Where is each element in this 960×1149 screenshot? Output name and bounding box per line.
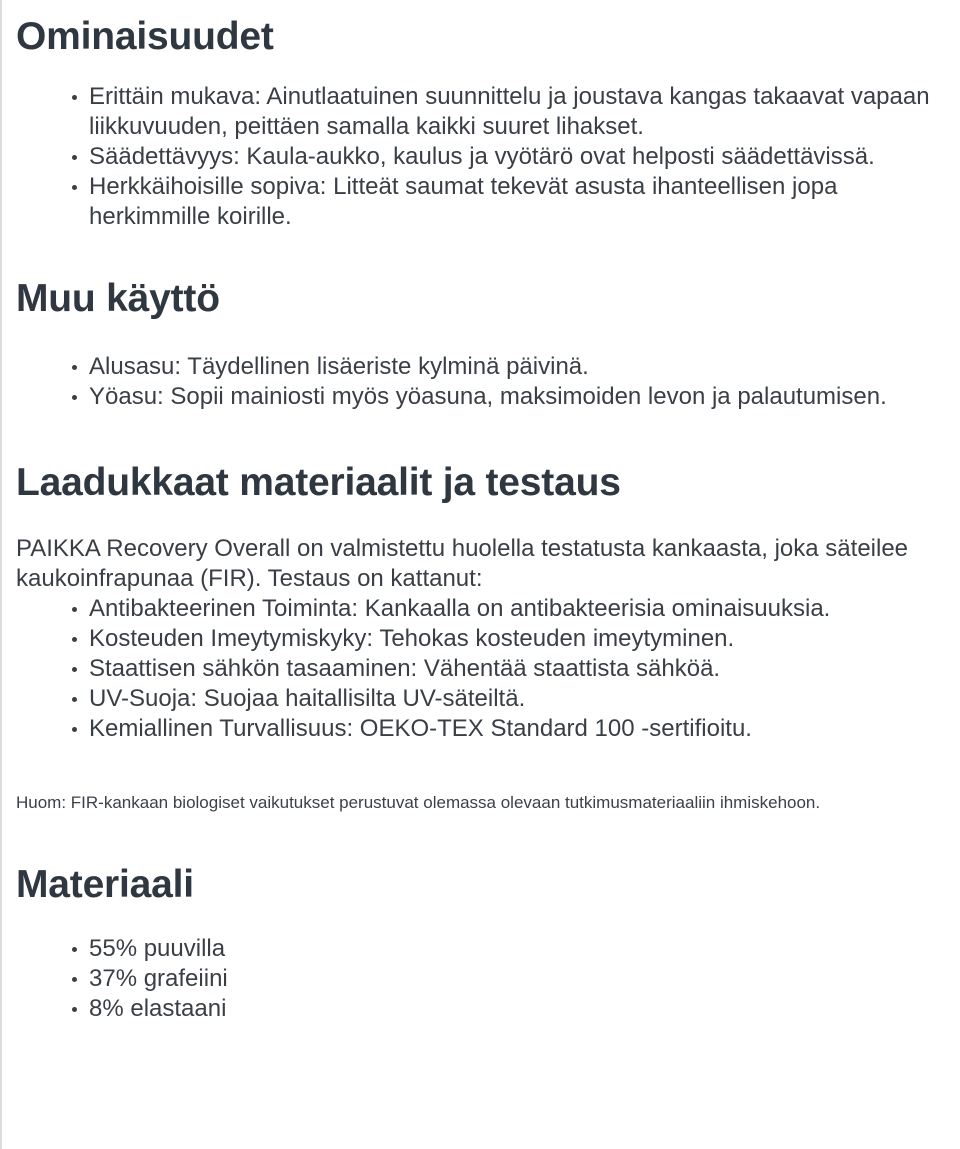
- heading-ominaisuudet: Ominaisuudet: [16, 15, 274, 58]
- list-item: Staattisen sähkön tasaaminen: Vähentää staattista sähköä.: [72, 654, 946, 684]
- list-item: Antibakteerinen Toiminta: Kankaalla on antibakteerisia ominaisuuksia.: [72, 594, 946, 624]
- list-item: UV-Suoja: Suojaa haitallisilta UV-säteiltä.: [72, 684, 946, 714]
- list-wrapper-materiaali: [16, 908, 946, 1024]
- section-muu-kaytto: [16, 232, 946, 412]
- bullet-list-testaus: [16, 594, 946, 744]
- list-item: 8% elastaani: [72, 994, 946, 1024]
- list-wrapper-muu-kaytto: [16, 322, 946, 412]
- list-wrapper-ominaisuudet: [16, 60, 946, 232]
- section-laadukkaat-materiaalit-ja-testaus: [16, 412, 946, 820]
- list-item: Yöasu: Sopii mainiosti myös yöasuna, maksimoiden levon ja palautumisen.: [72, 382, 946, 412]
- list-item: Alusasu: Täydellinen lisäeriste kylminä päivinä.: [72, 352, 946, 382]
- section-materiaali: [16, 820, 946, 1024]
- list-item: Kemiallinen Turvallisuus: OEKO-TEX Standard 100 -sertifioitu.: [72, 714, 946, 744]
- bullet-list-muu-kaytto: [16, 352, 946, 412]
- list-wrapper-testaus: [16, 594, 946, 744]
- bullet-list-ominaisuudet: [16, 82, 946, 232]
- bullet-list-materiaali: [16, 934, 946, 1024]
- list-item: Herkkäihoisille sopiva: Litteät saumat tekevät asusta ihanteellisen jopa herkimmille koirille.: [72, 172, 946, 232]
- list-item: Erittäin mukava: Ainutlaatuinen suunnittelu ja joustava kangas takaavat vapaan liikkuvuuden, peittäen samalla kaikki suuret lihakset.: [72, 82, 946, 142]
- list-item: Kosteuden Imeytymiskyky: Tehokas kosteuden imeytyminen.: [72, 624, 946, 654]
- section-ominaisuudet: [16, 0, 946, 232]
- paragraph-testaus-intro: PAIKKA Recovery Overall on valmistettu huolella testatusta kankaasta, joka säteilee kaukoinfrapunaa (FIR). Testaus on kattanut:: [16, 535, 909, 592]
- list-item: 55% puuvilla: [72, 934, 946, 964]
- heading-materiaali: Materiaali: [16, 863, 194, 906]
- heading-muu-kaytto: Muu käyttö: [16, 277, 220, 320]
- document-content: [2, 0, 960, 1028]
- note-fir-disclaimer: Huom: FIR-kankaan biologiset vaikutukset perustuvat olemassa olevaan tutkimusmateriaaliin ihmiskehoon.: [16, 793, 821, 812]
- heading-laadukkaat-materiaalit-ja-testaus: Laadukkaat materiaalit ja testaus: [16, 461, 621, 504]
- bottom-spacer: [16, 1024, 946, 1028]
- list-item: 37% grafeiini: [72, 964, 946, 994]
- list-item: Säädettävyys: Kaula-aukko, kaulus ja vyötärö ovat helposti säädettävissä.: [72, 142, 946, 172]
